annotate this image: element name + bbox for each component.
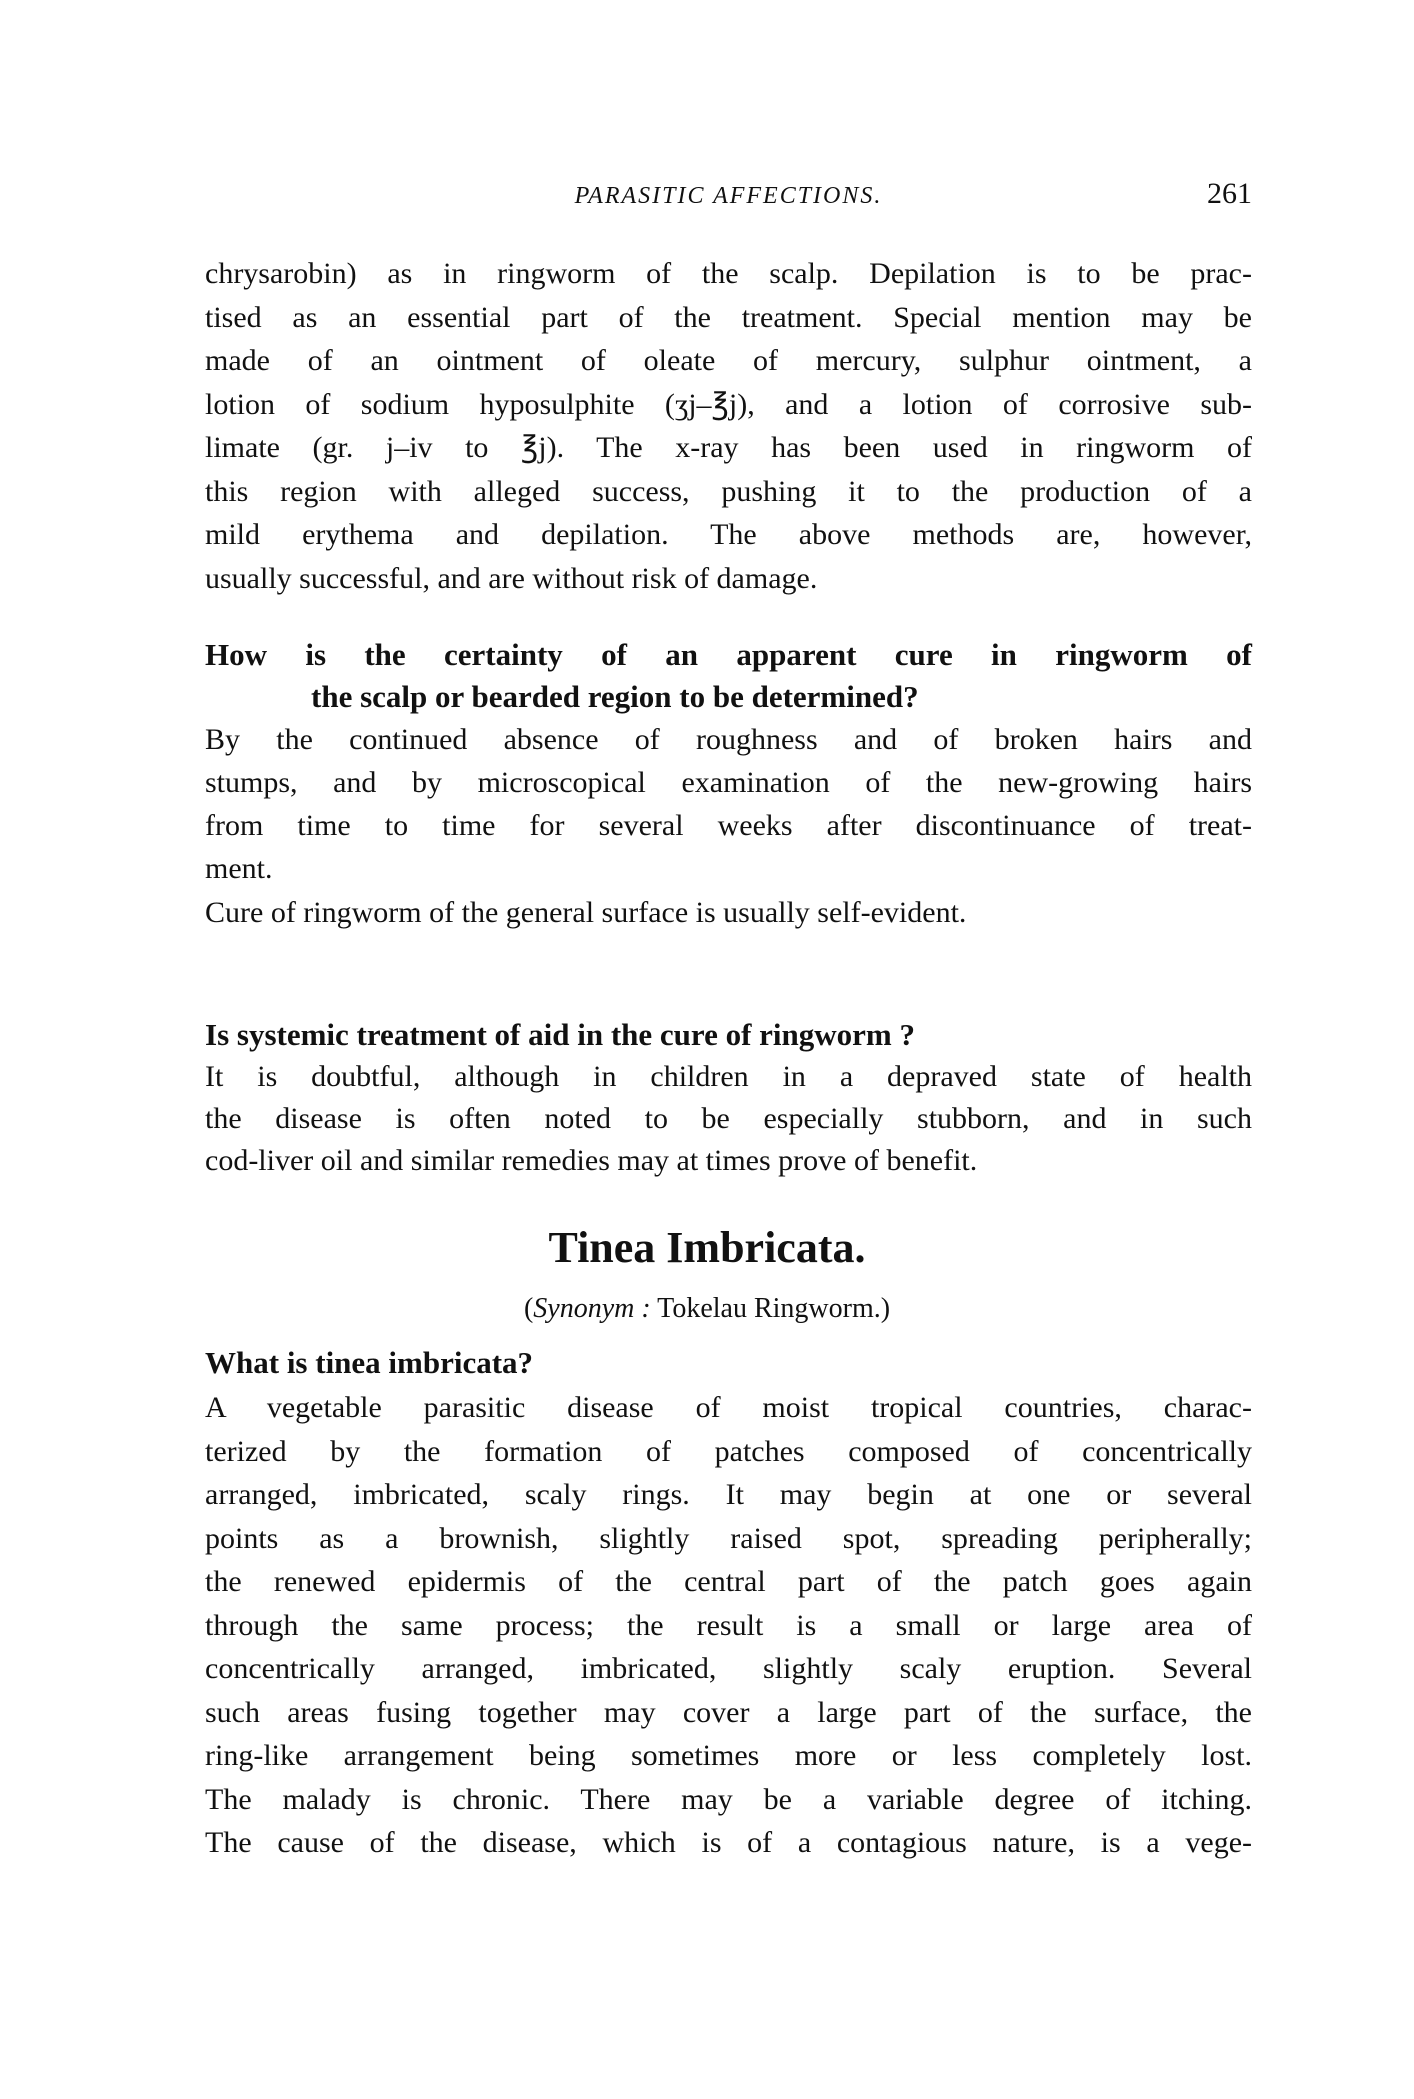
section-title: Tinea Imbricata.: [548, 1223, 866, 1272]
page-number: 261: [1207, 177, 1252, 210]
text-line: Cure of ringworm of the general surface is usually self-evident.: [205, 896, 967, 929]
paragraph-treatment: [205, 252, 1252, 600]
synonym-value: Tokelau Ringworm.: [657, 1293, 881, 1324]
text-line: By the continued absence of roughness and of broken hairs and: [205, 723, 1252, 756]
text-line: chrysarobin) as in ringworm of the scalp. Depilation is to be prac-: [205, 257, 1252, 290]
text-line: this region with alleged success, pushing it to the production of a: [205, 474, 1252, 508]
text-line: lotion of sodium hyposulphite (ʒj–℥j), and a lotion of corrosive sub-: [205, 387, 1252, 421]
text-line: tised as an essential part of the treatment. Special mention may be: [205, 300, 1252, 334]
running-title: PARASITIC AFFECTIONS.: [574, 183, 883, 209]
answer-cure: [205, 718, 1252, 936]
question-heading-systemic: [205, 1014, 1252, 1056]
text-line: usually successful, and are without risk of damage.: [205, 561, 818, 595]
synonym-label: Synonym :: [533, 1293, 651, 1324]
text-line: The malady is chronic. There may be a variable degree of itching.: [205, 1782, 1252, 1816]
answer-systemic: [205, 1056, 1252, 1182]
text-line: from time to time for several weeks after discontinuance of treat-: [205, 809, 1252, 842]
text-line: arranged, imbricated, scaly rings. It may begin at one or several: [205, 1478, 1252, 1511]
text-line: It is doubtful, although in children in a depraved state of health: [205, 1060, 1252, 1093]
heading-line: Is systemic treatment of aid in the cure of ringworm ?: [205, 1017, 916, 1052]
text-line: cod-liver oil and similar remedies may at times prove of benefit.: [205, 1144, 978, 1177]
text-line: concentrically arranged, imbricated, slightly scaly eruption. Several: [205, 1652, 1252, 1685]
heading-line: the scalp or bearded region to be determined?: [311, 679, 919, 714]
text-line: the disease is often noted to be especially stubborn, and in such: [205, 1102, 1252, 1135]
text-line: ment.: [205, 852, 273, 885]
text-line: stumps, and by microscopical examination of the new-growing hairs: [205, 766, 1252, 799]
text-line: The cause of the disease, which is of a contagious nature, is a vege-: [205, 1826, 1252, 1859]
heading-line: What is tinea imbricata?: [205, 1345, 534, 1380]
question-heading-definition: [205, 1342, 1252, 1384]
synonym-line: (Synonym : Tokelau Ringworm.): [523, 1293, 891, 1324]
question-heading-cure: [205, 634, 1252, 718]
text-line: limate (gr. j–iv to ℥j). The x-ray has been used in ringworm of: [205, 431, 1252, 464]
text-line: terized by the formation of patches composed of concentrically: [205, 1434, 1252, 1468]
text-line: points as a brownish, slightly raised spot, spreading peripherally;: [205, 1521, 1252, 1555]
heading-line: How is the certainty of an apparent cure in ringworm of: [205, 637, 1252, 672]
text-line: through the same process; the result is a small or large area of: [205, 1608, 1252, 1642]
page-header: [205, 177, 1252, 223]
text-line: mild erythema and depilation. The above methods are, however,: [205, 518, 1252, 551]
answer-definition: [205, 1386, 1252, 1865]
text-line: A vegetable parasitic disease of moist tropical countries, charac-: [205, 1391, 1252, 1424]
text-line: such areas fusing together may cover a large part of the surface, the: [205, 1695, 1252, 1729]
text-line: the renewed epidermis of the central part of the patch goes again: [205, 1565, 1252, 1598]
text-line: made of an ointment of oleate of mercury, sulphur ointment, a: [205, 344, 1252, 377]
text-line: ring-like arrangement being sometimes more or less completely lost.: [205, 1739, 1252, 1772]
